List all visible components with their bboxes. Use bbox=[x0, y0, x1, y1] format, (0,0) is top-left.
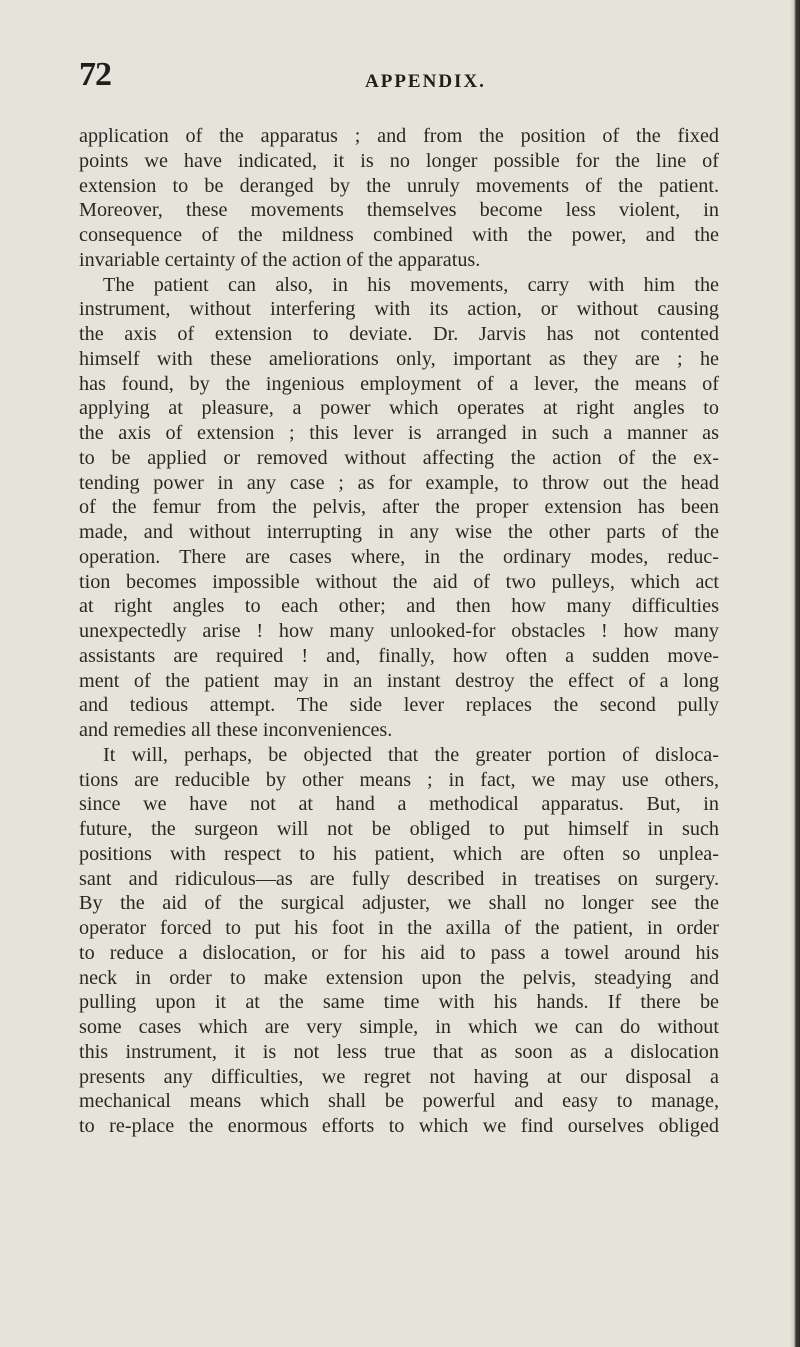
text-line: himself with these ameliorations only, important as they are ; he bbox=[79, 347, 719, 370]
text-line: at right angles to each other; and then how many difficulties bbox=[79, 595, 719, 618]
text-line: operation. There are cases where, in the ordinary modes, reduc- bbox=[79, 545, 719, 568]
text-line: some cases which are very simple, in which we can do without bbox=[79, 1016, 719, 1038]
text-line: instrument, without interfering with its action, or without causing bbox=[79, 298, 719, 321]
text-line: application of the apparatus ; and from the position of the fixed bbox=[79, 125, 719, 147]
page-number: 72 bbox=[79, 56, 111, 93]
body-text bbox=[79, 124, 719, 1139]
text-line: Moreover, these movements themselves become less violent, in bbox=[79, 199, 719, 222]
text-line: tion becomes impossible without the aid of two pulleys, which act bbox=[79, 570, 719, 593]
text-line: to re-place the enormous efforts to which we find ourselves obliged bbox=[79, 1115, 719, 1137]
text-line: of the femur from the pelvis, after the proper extension has been bbox=[79, 496, 719, 519]
text-line: the axis of extension ; this lever is arranged in such a manner as bbox=[79, 422, 719, 444]
running-header bbox=[79, 56, 719, 96]
text-line: presents any difficulties, we regret not having at our disposal a bbox=[79, 1065, 719, 1088]
text-line: extension to be deranged by the unruly movements of the patient. bbox=[79, 174, 719, 197]
text-line: future, the surgeon will not be obliged to put himself in such bbox=[79, 818, 719, 840]
text-line: mechanical means which shall be powerful and easy to manage, bbox=[79, 1090, 719, 1113]
text-line: and remedies all these inconveniences. bbox=[79, 719, 393, 741]
running-title: APPENDIX. bbox=[365, 71, 486, 92]
text-line: By the aid of the surgical adjuster, we shall no longer see the bbox=[79, 892, 719, 915]
text-line: tending power in any case ; as for example, to throw out the head bbox=[79, 471, 719, 494]
text-line: has found, by the ingenious employment of a lever, the means of bbox=[79, 372, 719, 395]
text-line: consequence of the mildness combined with the power, and the bbox=[79, 224, 719, 246]
text-line: to reduce a dislocation, or for his aid to pass a towel around his bbox=[79, 941, 719, 964]
text-line: The patient can also, in his movements, carry with him the bbox=[103, 273, 719, 296]
text-line: ment of the patient may in an instant destroy the effect of a long bbox=[79, 669, 719, 692]
text-line: unexpectedly arise ! how many unlooked-for obstacles ! how many bbox=[79, 620, 719, 642]
text-line: pulling upon it at the same time with his hands. If there be bbox=[79, 991, 719, 1014]
text-line: made, and without interrupting in any wise the other parts of the bbox=[79, 521, 719, 543]
text-line: this instrument, it is not less true that as soon as a dislocation bbox=[79, 1040, 719, 1063]
page-edge-shadow bbox=[790, 0, 800, 1347]
text-line: points we have indicated, it is no longer possible for the line of bbox=[79, 149, 719, 172]
text-line: applying at pleasure, a power which operates at right angles to bbox=[79, 397, 719, 420]
text-line: It will, perhaps, be objected that the greater portion of disloca- bbox=[103, 743, 719, 766]
text-line: positions with respect to his patient, which are often so unplea- bbox=[79, 842, 719, 865]
text-line: sant and ridiculous—as are fully described in treatises on surgery. bbox=[79, 867, 719, 890]
text-line: and tedious attempt. The side lever replaces the second pully bbox=[79, 694, 719, 717]
text-line: tions are reducible by other means ; in fact, we may use others, bbox=[79, 768, 719, 791]
text-line: operator forced to put his foot in the axilla of the patient, in order bbox=[79, 917, 719, 939]
text-line: since we have not at hand a methodical apparatus. But, in bbox=[79, 793, 719, 816]
text-line: the axis of extension to deviate. Dr. Jarvis has not contented bbox=[79, 323, 719, 345]
text-line: neck in order to make extension upon the pelvis, steadying and bbox=[79, 966, 719, 989]
text-line: invariable certainty of the action of the apparatus. bbox=[79, 248, 481, 271]
text-line: to be applied or removed without affecting the action of the ex- bbox=[79, 446, 719, 469]
text-line: assistants are required ! and, finally, how often a sudden move- bbox=[79, 644, 719, 667]
